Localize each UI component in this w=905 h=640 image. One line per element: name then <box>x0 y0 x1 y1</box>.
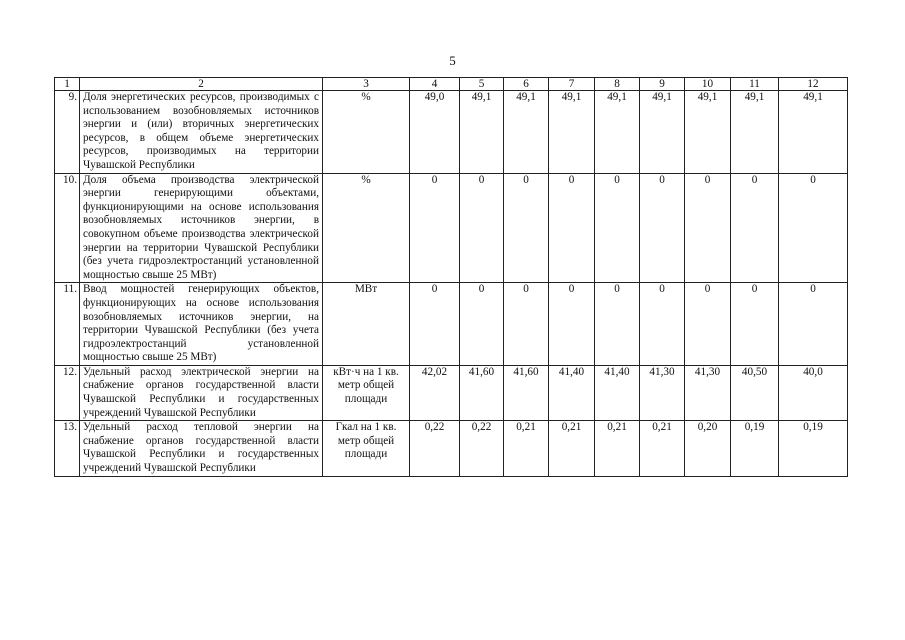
header-cell: 11 <box>731 78 779 91</box>
value-cell: 0 <box>549 173 595 283</box>
value-cell: 0,21 <box>640 421 685 476</box>
value-cell: 41,40 <box>549 365 595 420</box>
value-cell: 49,1 <box>595 91 640 174</box>
value-cell: 0 <box>640 283 685 366</box>
indicator-name: Удельный расход тепловой энергии на снабжение органов государственной власти Чувашской Республики и государственных учреждений Чувашской Республики <box>80 421 323 476</box>
value-cell: 0 <box>595 173 640 283</box>
unit-cell: Гкал на 1 кв. метр общей площади <box>323 421 410 476</box>
table-row <box>55 173 848 283</box>
header-cell: 6 <box>504 78 549 91</box>
header-cell: 9 <box>640 78 685 91</box>
table-header-row <box>55 78 848 91</box>
value-cell: 49,1 <box>460 91 504 174</box>
indicators-table <box>54 77 848 477</box>
value-cell: 0 <box>779 283 848 366</box>
value-cell: 40,0 <box>779 365 848 420</box>
header-cell: 5 <box>460 78 504 91</box>
value-cell: 0,22 <box>410 421 460 476</box>
page-number: 5 <box>449 53 456 68</box>
value-cell: 49,1 <box>685 91 731 174</box>
header-cell: 2 <box>80 78 323 91</box>
value-cell: 41,40 <box>595 365 640 420</box>
value-cell: 49,1 <box>640 91 685 174</box>
unit-cell: % <box>323 91 410 174</box>
unit-cell: % <box>323 173 410 283</box>
row-number: 12. <box>55 365 80 420</box>
value-cell: 49,1 <box>731 91 779 174</box>
value-cell: 0 <box>460 283 504 366</box>
value-cell: 0 <box>685 283 731 366</box>
value-cell: 0 <box>731 173 779 283</box>
value-cell: 0 <box>595 283 640 366</box>
value-cell: 0 <box>640 173 685 283</box>
value-cell: 0 <box>731 283 779 366</box>
indicator-name: Доля энергетических ресурсов, производимых с использованием возобновляемых источников энергии и (или) вторичных энергетических ресурсов, в общем объеме энергетических ресурсов, производимых на территории Чувашской Республики <box>80 91 323 174</box>
value-cell: 0 <box>410 283 460 366</box>
header-cell: 12 <box>779 78 848 91</box>
value-cell: 41,60 <box>460 365 504 420</box>
indicator-name: Удельный расход электрической энергии на снабжение органов государственной власти Чувашской Республики и государственных учреждений Чувашской Республики <box>80 365 323 420</box>
header-cell: 10 <box>685 78 731 91</box>
header-cell: 8 <box>595 78 640 91</box>
value-cell: 0 <box>460 173 504 283</box>
value-cell: 0 <box>685 173 731 283</box>
value-cell: 0,21 <box>504 421 549 476</box>
row-number: 10. <box>55 173 80 283</box>
table-row <box>55 421 848 476</box>
unit-cell: МВт <box>323 283 410 366</box>
value-cell: 42,02 <box>410 365 460 420</box>
value-cell: 40,50 <box>731 365 779 420</box>
value-cell: 41,30 <box>685 365 731 420</box>
value-cell: 0,21 <box>595 421 640 476</box>
value-cell: 0,19 <box>731 421 779 476</box>
value-cell: 0 <box>779 173 848 283</box>
row-number: 11. <box>55 283 80 366</box>
value-cell: 41,60 <box>504 365 549 420</box>
table-row <box>55 91 848 174</box>
value-cell: 0 <box>549 283 595 366</box>
value-cell: 49,1 <box>779 91 848 174</box>
unit-cell: кВт·ч на 1 кв. метр общей площади <box>323 365 410 420</box>
value-cell: 49,0 <box>410 91 460 174</box>
row-number: 13. <box>55 421 80 476</box>
header-cell: 3 <box>323 78 410 91</box>
value-cell: 0,19 <box>779 421 848 476</box>
header-cell: 1 <box>55 78 80 91</box>
value-cell: 0 <box>410 173 460 283</box>
value-cell: 49,1 <box>549 91 595 174</box>
value-cell: 0,22 <box>460 421 504 476</box>
value-cell: 0 <box>504 173 549 283</box>
table-row <box>55 365 848 420</box>
indicator-name: Ввод мощностей генерирующих объектов, функционирующих на основе использования возобновляемых источников энергии, на территории Чувашской Республики (без учета гидроэлектростанций установленной мощностью свыше 25 МВт) <box>80 283 323 366</box>
value-cell: 0,21 <box>549 421 595 476</box>
header-cell: 4 <box>410 78 460 91</box>
value-cell: 0,20 <box>685 421 731 476</box>
value-cell: 49,1 <box>504 91 549 174</box>
row-number: 9. <box>55 91 80 174</box>
value-cell: 0 <box>504 283 549 366</box>
value-cell: 41,30 <box>640 365 685 420</box>
header-cell: 7 <box>549 78 595 91</box>
table-row <box>55 283 848 366</box>
indicator-name: Доля объема производства электрической энергии генерирующими объектами, функционирующими на основе использования возобновляемых источников энергии, в совокупном объеме производства электрической энергии на территории Чувашской Республики (без учета гидроэлектростанций установленной мощностью свыше 25 МВт) <box>80 173 323 283</box>
